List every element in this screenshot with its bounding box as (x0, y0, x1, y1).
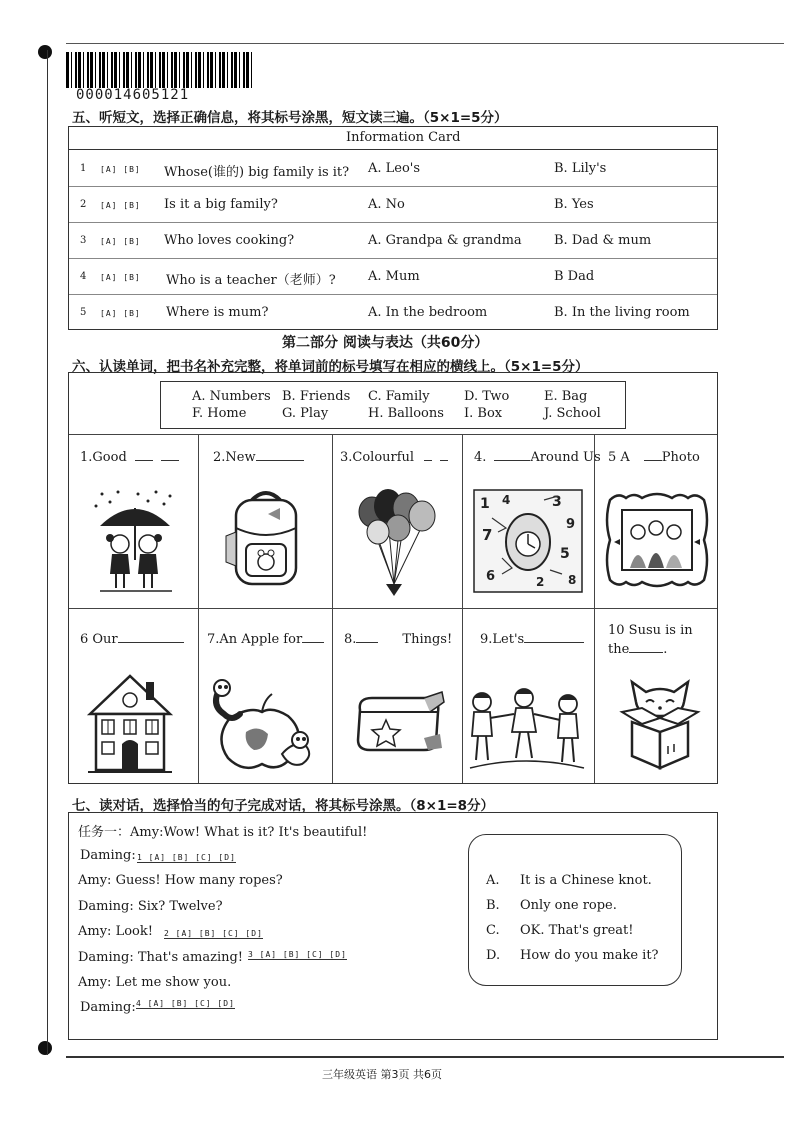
answer-blank[interactable] (118, 642, 184, 643)
answer-bubbles-1[interactable]: 1 [A] [B] [C] [D] (137, 853, 236, 862)
word-option: C. Family (368, 389, 430, 404)
word-option: A. Numbers (192, 389, 271, 404)
book-title-4 (474, 450, 601, 465)
speaker-line: Daming: (80, 848, 136, 863)
cat-in-box-illustration (614, 672, 706, 772)
dialogue-line: Amy: Let me show you. (78, 975, 232, 990)
apple-worms-illustration (210, 678, 318, 774)
binding-hole-top (38, 45, 52, 59)
row-number: 2 (80, 199, 87, 210)
option-text: It is a Chinese knot. (520, 873, 652, 888)
question-text: Whose(谁的) big family is it? (164, 165, 350, 180)
svg-text:9: 9 (566, 517, 576, 532)
top-rule (66, 43, 784, 44)
option-text: How do you make it? (520, 948, 659, 963)
svg-text:1: 1 (480, 496, 490, 512)
answer-blank[interactable] (629, 652, 663, 653)
word-option: F. Home (192, 406, 247, 421)
dialogue-line: Daming: (80, 1000, 136, 1015)
question-text: Who is a teacher（老师）? (166, 273, 336, 288)
book-title-7 (207, 632, 324, 647)
house-illustration (84, 670, 176, 776)
information-card (68, 126, 718, 330)
numbers-collage-illustration (472, 488, 584, 594)
row-number: 4 (80, 271, 87, 282)
svg-text:2: 2 (536, 575, 545, 589)
book-label: 1.Good (80, 450, 127, 465)
row-divider (69, 222, 717, 223)
option-a: A. Grandpa & grandma (368, 233, 522, 248)
grid-vline (594, 434, 595, 783)
option-a: A. No (368, 197, 405, 212)
book-label-3: . (663, 642, 668, 657)
option-text: OK. That's great! (520, 923, 634, 938)
answer-blank[interactable] (135, 460, 153, 461)
dialogue-line: Amy:Wow! What is it? It's beautiful! (130, 825, 368, 840)
book-label: 7.An Apple for (207, 632, 303, 647)
book-title-6 (80, 632, 184, 647)
book-label-suffix: Around Us (530, 450, 601, 465)
answer-blank[interactable] (524, 642, 584, 643)
svg-text:8: 8 (568, 573, 577, 587)
option-b: B Dad (554, 269, 595, 284)
svg-text:4: 4 (502, 493, 511, 507)
grid-vline (198, 434, 199, 783)
svg-text:3: 3 (552, 494, 562, 510)
option-letter: C. (486, 923, 500, 938)
card-title-divider (69, 149, 717, 150)
option-b: B. In the living room (554, 305, 690, 320)
section7-title: 七、读对话，选择恰当的句子完成对话，将其标号涂黑。（8×1=8分） (72, 798, 495, 814)
answer-blank[interactable] (356, 642, 378, 643)
dialogue-line: Amy: Look! (78, 924, 153, 939)
row-number: 5 (80, 307, 87, 318)
task-label: 任务一： (78, 825, 131, 840)
svg-text:7: 7 (482, 526, 493, 544)
balloons-illustration (352, 486, 442, 598)
question-text: Is it a big family? (164, 197, 278, 212)
row-divider (69, 186, 717, 187)
option-text: Only one rope. (520, 898, 617, 913)
option-letter: A. (486, 873, 500, 888)
page-footer: 三年级英语 第3页 共6页 (322, 1068, 442, 1081)
answer-bubbles[interactable]: [A] [B] (100, 309, 141, 318)
book-label: 5 A (608, 450, 630, 465)
answer-blank[interactable] (644, 460, 662, 461)
answer-blank[interactable] (494, 460, 530, 461)
part2-title: 第二部分 阅读与表达（共60分） (282, 335, 489, 351)
option-b: B. Dad & mum (554, 233, 652, 248)
row-divider (69, 258, 717, 259)
book-label: 3.Colourful (340, 450, 415, 465)
svg-text:6: 6 (486, 569, 496, 584)
dialogue-line: Amy: Guess! How many ropes? (78, 873, 283, 888)
task-line-1 (78, 821, 367, 840)
dialogue-line: Daming: Six? Twelve? (78, 899, 223, 914)
binding-hole-bottom (38, 1041, 52, 1055)
kids-playing-illustration (466, 684, 588, 776)
answer-bubbles[interactable]: [A] [B] (100, 273, 141, 282)
binding-line (47, 50, 48, 1055)
bottom-rule (66, 1056, 784, 1058)
answer-bubbles[interactable]: [A] [B] (100, 165, 141, 174)
book-label: 9.Let's (480, 632, 525, 647)
book-title-3 (340, 450, 448, 465)
svg-text:5: 5 (560, 546, 570, 562)
book-label: 6 Our (80, 632, 118, 647)
row-divider (69, 294, 717, 295)
section6-title: 六、认读单词，把书名补充完整，将单词前的标号填写在相应的横线上。（5×1=5分） (72, 359, 589, 375)
grid-hline (69, 608, 717, 609)
barcode (66, 52, 252, 88)
answer-bubbles[interactable]: [A] [B] (100, 237, 141, 246)
book-title-2 (213, 450, 304, 465)
backpack-illustration (218, 486, 314, 596)
option-a: A. In the bedroom (368, 305, 488, 320)
question-text: Where is mum? (166, 305, 269, 320)
answer-blank[interactable] (440, 460, 448, 461)
answer-bubbles[interactable]: [A] [B] (100, 201, 141, 210)
book-label: 4. (474, 450, 487, 465)
book-title-8 (344, 632, 452, 647)
book-label: 2.New (213, 450, 256, 465)
book-label-2: the (608, 642, 630, 657)
book-label-suffix: Things! (402, 632, 453, 647)
option-a: A. Leo's (368, 161, 421, 176)
option-b: B. Yes (554, 197, 594, 212)
grid-hline (69, 434, 717, 435)
book-label-suffix: Photo (661, 450, 700, 465)
answer-blank[interactable] (424, 460, 432, 461)
section5-title: 五、听短文，选择正确信息，将其标号涂黑，短文读三遍。（5×1=5分） (72, 110, 508, 126)
option-letter: B. (486, 898, 500, 913)
word-option: B. Friends (282, 389, 351, 404)
option-b: B. Lily's (554, 161, 607, 176)
row-number: 1 (80, 163, 87, 174)
barcode-number: 000014605121 (76, 87, 190, 103)
grid-vline (332, 434, 333, 783)
answer-bubbles-3[interactable]: 3 [A] [B] [C] [D] (248, 950, 347, 959)
answer-blank[interactable] (302, 642, 324, 643)
book-title-1 (80, 450, 179, 465)
book-label: 10 Susu is in (608, 623, 693, 638)
book-label: 8. (344, 632, 357, 647)
word-option: J. School (544, 406, 601, 421)
photo-frame-illustration (604, 490, 710, 590)
word-option: D. Two (464, 389, 510, 404)
answer-bubbles-2[interactable]: 2 [A] [B] [C] [D] (164, 929, 263, 938)
word-option: G. Play (282, 406, 329, 421)
umbrella-kids-illustration (90, 488, 180, 596)
answer-bubbles-4[interactable]: 4 [A] [B] [C] [D] (136, 999, 235, 1008)
book-title-5 (608, 450, 700, 465)
card-title: Information Card (346, 130, 461, 145)
pencil-case-illustration (350, 690, 446, 756)
option-a: A. Mum (368, 269, 420, 284)
answer-blank[interactable] (161, 460, 179, 461)
dialogue-line: Daming: That's amazing! (78, 950, 244, 965)
word-option: H. Balloons (368, 406, 444, 421)
question-text: Who loves cooking? (164, 233, 295, 248)
word-option: E. Bag (544, 389, 588, 404)
option-letter: D. (486, 948, 501, 963)
dialogue-line (80, 848, 136, 863)
answer-blank[interactable] (256, 460, 304, 461)
grid-vline (462, 434, 463, 783)
word-option: I. Box (464, 406, 503, 421)
book-title-9 (480, 632, 584, 647)
book-title-10 (608, 621, 693, 659)
row-number: 3 (80, 235, 87, 246)
